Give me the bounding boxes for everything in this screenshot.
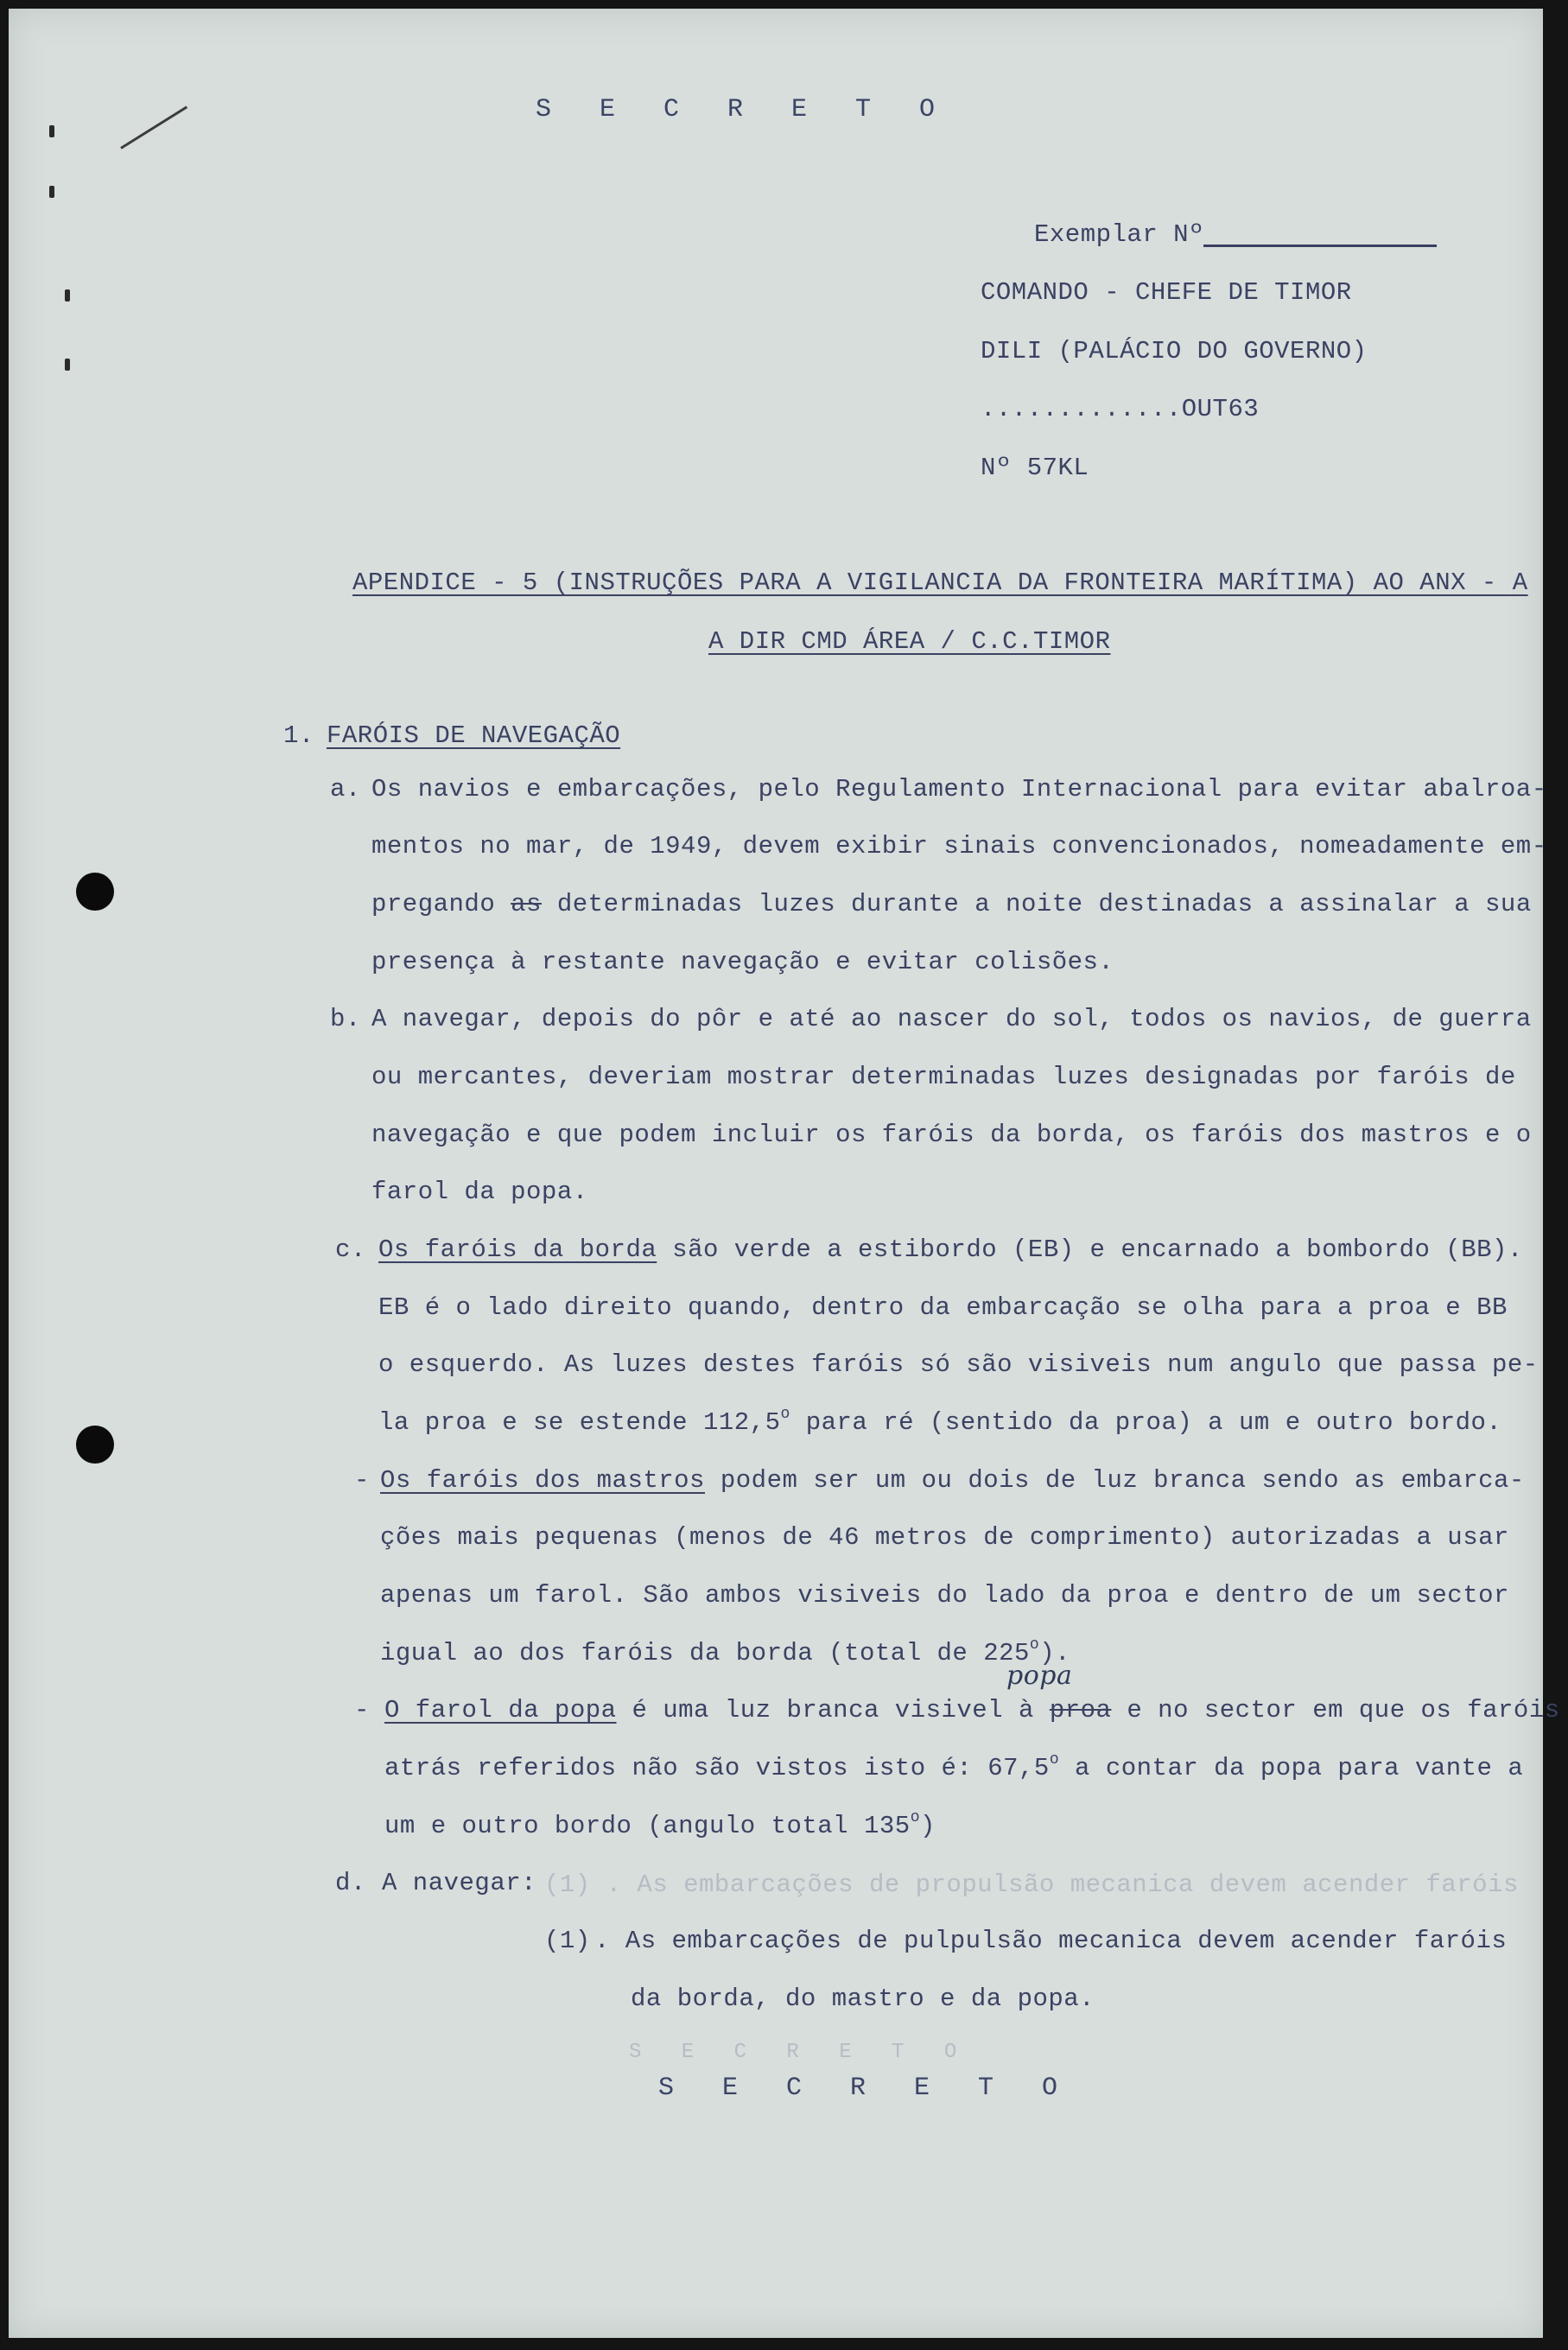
item-c-line: [378, 1235, 1523, 1264]
underlined-term: Os faróis da borda: [378, 1235, 657, 1264]
ghost-text-line: (1) . As embarcações de propulsão mecanica devem acender faróis: [544, 1870, 1519, 1899]
edge-mark: [49, 186, 54, 198]
section-heading: FARÓIS DE NAVEGAÇÃO: [327, 721, 621, 750]
mast-lights-line: apenas um farol. São ambos visiveis do lado da proa e dentro de um sector: [380, 1581, 1509, 1610]
text-span: ): [920, 1812, 936, 1840]
exemplar-label: Exemplar Nº: [1034, 220, 1204, 249]
handwritten-correction: popa: [1006, 1661, 1073, 1691]
text-span: determinadas luzes durante a noite destinadas a assinalar a sua: [556, 890, 1532, 918]
text-span: igual ao dos faróis da borda (total de 225: [380, 1639, 1030, 1667]
degree-sign: o: [1049, 1751, 1060, 1769]
text-span: e no sector em que os faróis: [1111, 1696, 1560, 1724]
edge-mark: [49, 125, 54, 137]
underlined-term: Os faróis dos mastros: [380, 1466, 705, 1495]
mast-lights-line: ções mais pequenas (menos de 46 metros de comprimento) autorizadas a usar: [380, 1523, 1509, 1552]
stern-light-line: [384, 1809, 936, 1840]
bullet-dash: -: [354, 1466, 370, 1495]
item-d-label: d.: [335, 1869, 366, 1897]
struck-word: as: [511, 890, 542, 918]
location-line: DILI (PALÁCIO DO GOVERNO): [981, 337, 1368, 365]
edge-mark: [65, 289, 70, 302]
text-span: podem ser um ou dois de luz branca sendo as embarca-: [704, 1466, 1525, 1495]
punch-hole: [76, 1426, 114, 1464]
item-b-line: farol da popa.: [371, 1178, 588, 1206]
struck-word: proa: [1049, 1696, 1112, 1724]
item-a-line: presença à restante navegação e evitar colisões.: [371, 948, 1114, 976]
exemplar-number-blank: [1203, 245, 1437, 247]
item-c-line: EB é o lado direito quando, dentro da embarcação se olha para a proa e BB: [378, 1293, 1508, 1322]
text-span: é uma luz branca visivel à: [616, 1696, 1050, 1724]
edge-mark: [65, 359, 70, 371]
item-d-subitem-number: (1): [544, 1927, 591, 1955]
item-c-line: o esquerdo. As luzes destes faróis só são visiveis num angulo que passa pe-: [378, 1350, 1539, 1379]
pencil-mark: [120, 106, 187, 149]
section-number: 1.: [283, 721, 314, 750]
text-span: ).: [1039, 1639, 1071, 1667]
punch-hole: [76, 873, 114, 911]
item-a-label: a.: [330, 775, 361, 803]
item-a-line: [371, 890, 1532, 918]
text-span: la proa e se estende 112,5: [378, 1408, 781, 1437]
text-span: atrás referidos não são vistos isto é: 67,5: [384, 1754, 1050, 1782]
stern-light-line: [384, 1751, 1524, 1782]
degree-sign: o: [910, 1809, 921, 1826]
text-span: um e outro bordo (angulo total 135: [384, 1812, 911, 1840]
item-c-line: [378, 1408, 1501, 1437]
stern-light-line: [384, 1696, 1560, 1724]
top-classification: S E C R E T O: [536, 95, 952, 124]
underlined-term: O farol da popa: [384, 1696, 617, 1724]
text-span: pregando: [371, 890, 496, 918]
appendix-title-line1: APENDICE - 5 (INSTRUÇÕES PARA A VIGILANCIA DA FRONTEIRA MARÍTIMA) AO ANX - A: [352, 568, 1528, 597]
reference-number: Nº 57KL: [981, 454, 1089, 482]
ghost-classification: S E C R E T O: [629, 2041, 971, 2064]
item-d-line: . As embarcações de pulpulsão mecanica devem acender faróis: [594, 1927, 1508, 1955]
item-a-line: Os navios e embarcações, pelo Regulamento Internacional para evitar abalroa-: [371, 775, 1547, 803]
degree-sign: o: [780, 1406, 790, 1423]
item-d-line: da borda, do mastro e da popa.: [631, 1985, 1095, 2013]
text-span: para ré (sentido da proa) a um e outro bordo.: [790, 1408, 1502, 1437]
command-line: COMANDO - CHEFE DE TIMOR: [981, 278, 1352, 307]
item-b-line: ou mercantes, deveriam mostrar determinadas luzes designadas por faróis de: [371, 1063, 1516, 1091]
item-a-line: mentos no mar, de 1949, devem exibir sinais convencionados, nomeadamente em-: [371, 832, 1547, 861]
degree-sign: o: [1029, 1636, 1040, 1654]
item-c-label: c.: [335, 1235, 366, 1264]
text-span: são verde a estibordo (EB) e encarnado a bombordo (BB).: [657, 1235, 1523, 1264]
item-b-line: A navegar, depois do pôr e até ao nascer do sol, todos os navios, de guerra: [371, 1005, 1532, 1033]
bottom-classification: S E C R E T O: [658, 2074, 1075, 2103]
item-b-line: navegação e que podem incluir os faróis da borda, os faróis dos mastros e o: [371, 1121, 1532, 1149]
mast-lights-line: [380, 1466, 1525, 1495]
text-span: a contar da popa para vante a: [1059, 1754, 1524, 1782]
bullet-dash: -: [354, 1696, 370, 1724]
item-b-label: b.: [330, 1005, 361, 1033]
appendix-title-line2: A DIR CMD ÁREA / C.C.TIMOR: [708, 627, 1111, 656]
item-d-intro: A navegar:: [382, 1869, 537, 1897]
date-line: .............OUT63: [981, 395, 1260, 423]
document-page: [9, 9, 1560, 2338]
mast-lights-line: [380, 1636, 1071, 1667]
